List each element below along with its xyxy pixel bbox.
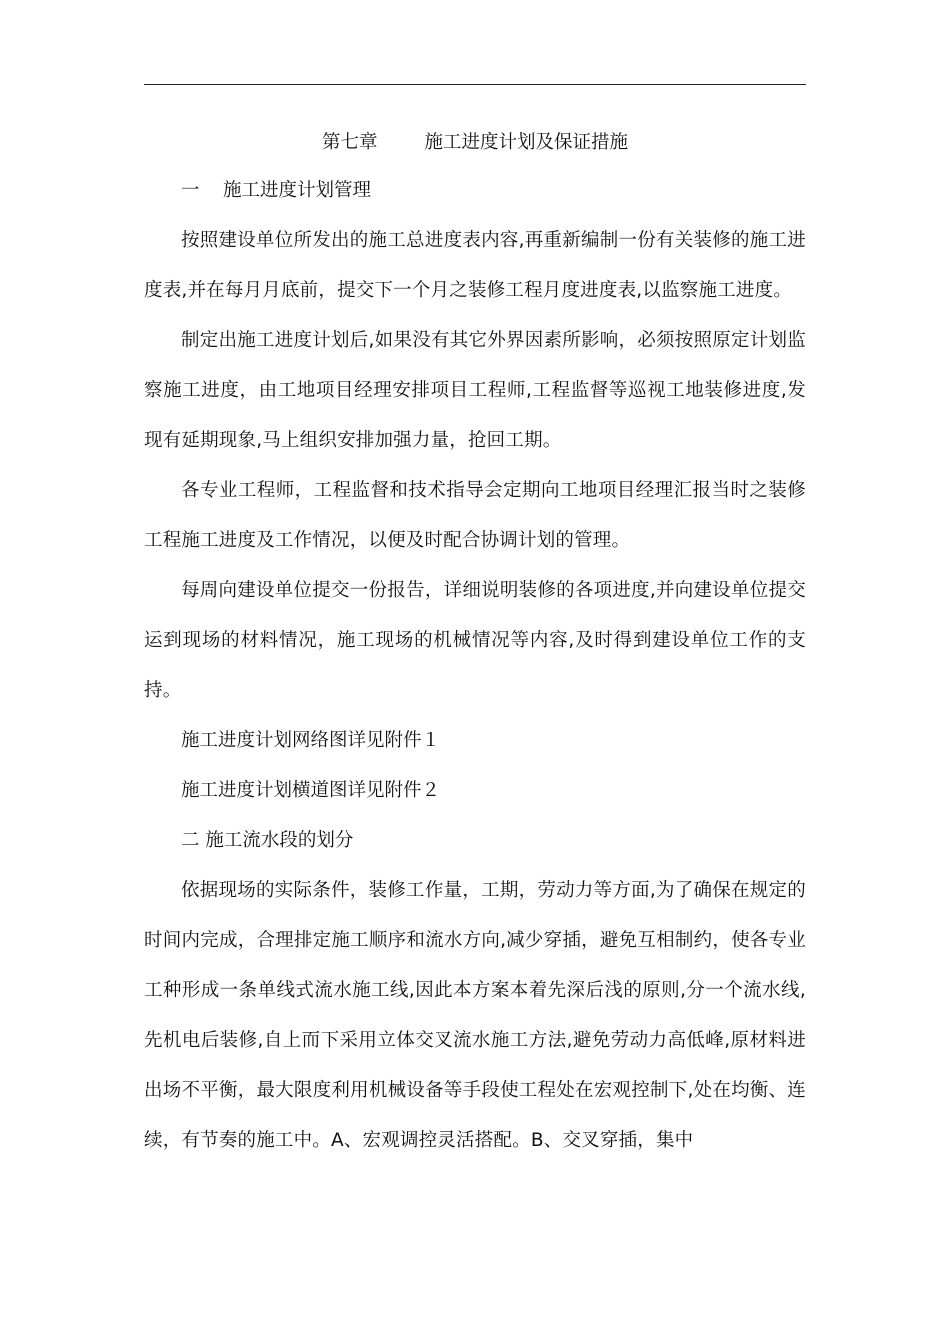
attachment-note-1: 施工进度计划网络图详见附件１ [181,730,441,751]
paragraph: 依据现场的实际条件，装修工作量，工期，劳动力等方面,为了确保在规定的时间内完成，合理排定施工顺序和流水方向,减少穿插，避免互相制约，使各专业工种形成一条单线式流水施工线,因此本方案本着先深后浅的原则,分一个流水线,先机电后装修,自上而下采用立体交叉流水施工方法,避免劳动力高低峰,原材料进出场不平衡，最大限度利用机械设备等手段使工程处在宏观控制下,处在均衡、连续，有节奏的施工中。A、宏观调控灵活搭配。B、交叉穿插，集中 [144,880,806,1151]
attachment-note-2: 施工进度计划横道图详见附件２ [181,780,441,801]
chapter-title: 第七章 施工进度计划及保证措施 [321,132,629,153]
section-heading-2: 二 施工流水段的划分 [181,830,354,851]
paragraph: 按照建设单位所发出的施工总进度表内容,再重新编制一份有关装修的施工进度表,并在每月月底前，提交下一个月之装修工程月度进度表,以监察施工进度。 [144,230,806,301]
paragraph: 每周向建设单位提交一份报告，详细说明装修的各项进度,并向建设单位提交运到现场的材料情况，施工现场的机械情况等内容,及时得到建设单位工作的支持。 [144,580,806,701]
paragraph: 各专业工程师，工程监督和技术指导会定期向工地项目经理汇报当时之装修工程施工进度及工作情况，以便及时配合协调计划的管理。 [144,480,806,551]
header-rule [144,84,806,85]
section-heading-1: 一 施工进度计划管理 [181,180,372,201]
paragraph: 制定出施工进度计划后,如果没有其它外界因素所影响，必须按照原定计划监察施工进度，由工地项目经理安排项目工程师,工程监督等巡视工地装修进度,发现有延期现象,马上组织安排加强力量，抢回工期。 [144,330,806,451]
document-body [144,120,806,1166]
